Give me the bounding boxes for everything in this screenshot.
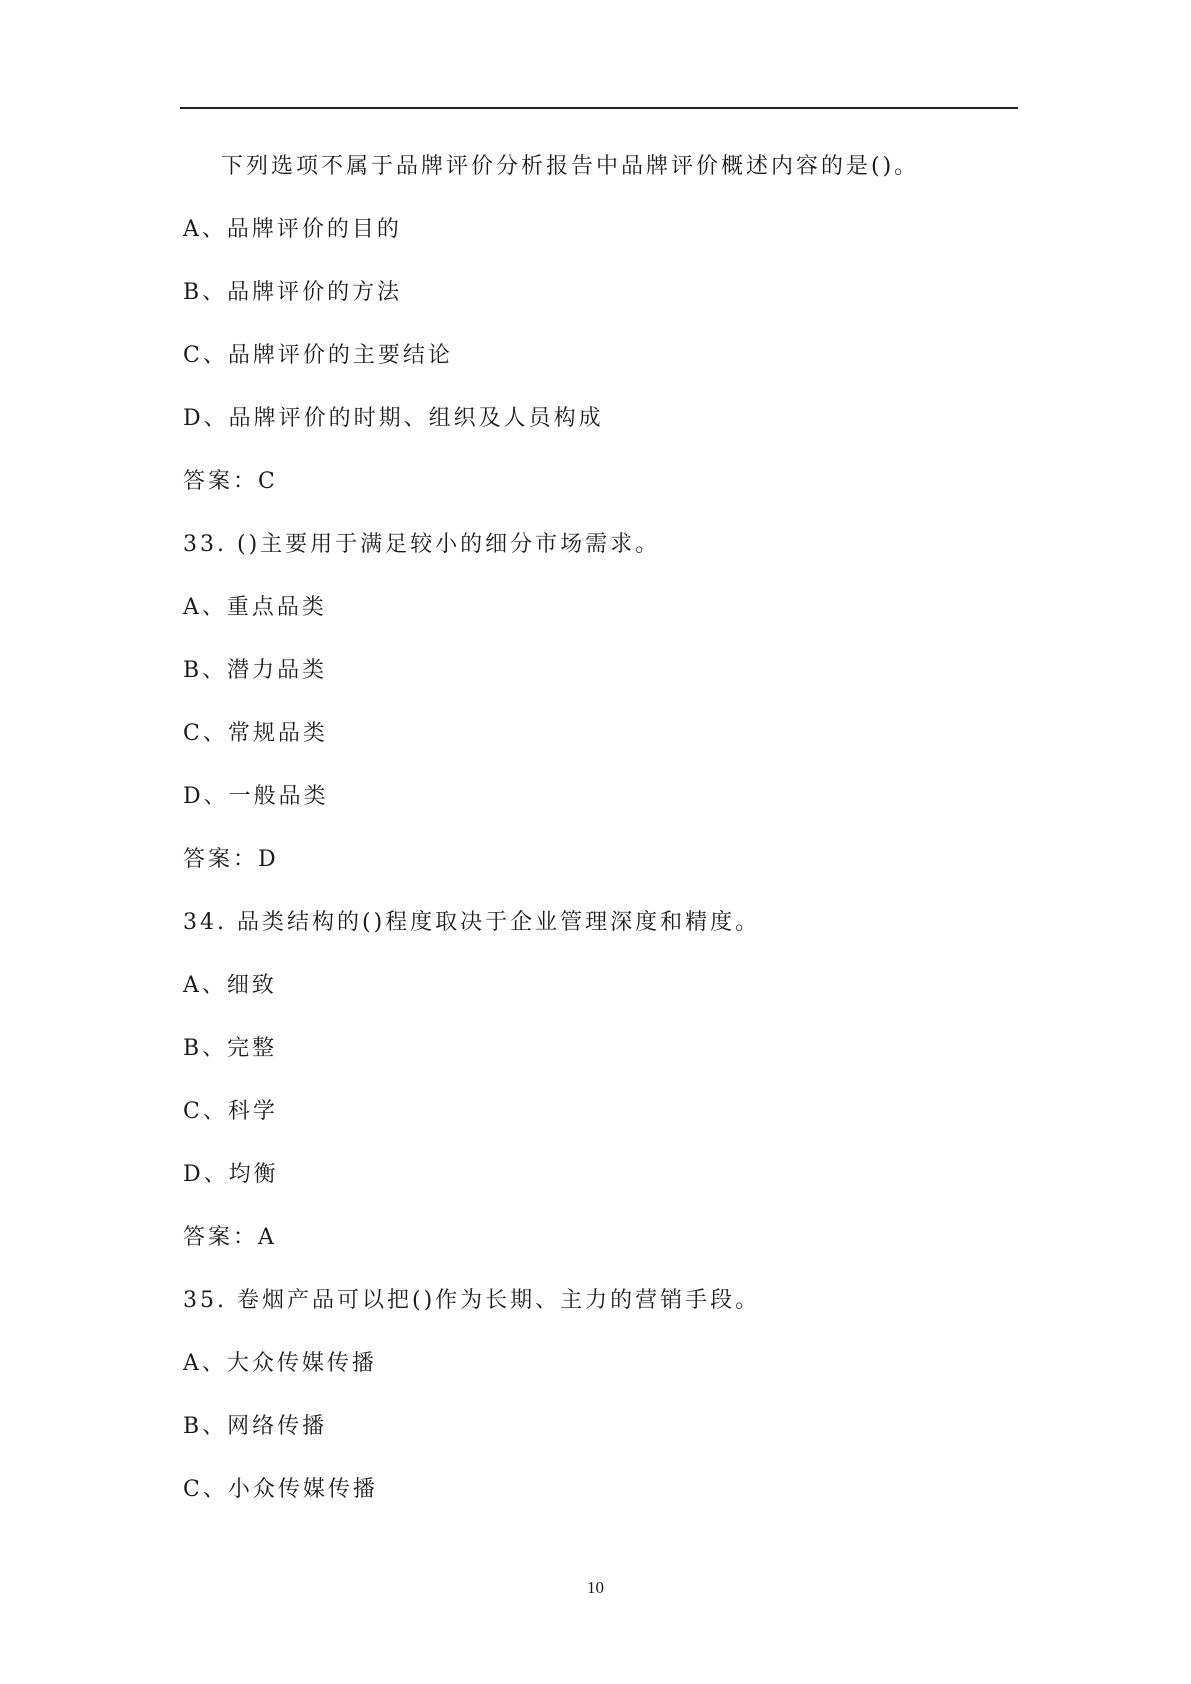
question-35: 35. 卷烟产品可以把()作为长期、主力的营销手段。	[183, 1288, 761, 1313]
option-b-33: B、潜力品类	[183, 658, 328, 683]
answer-33: 答案：D	[183, 847, 279, 872]
option-b-35: B、网络传播	[183, 1414, 328, 1439]
question-33: 33. ()主要用于满足较小的细分市场需求。	[183, 532, 661, 557]
option-d-33: D、一般品类	[183, 784, 329, 809]
page-number: 10	[587, 1578, 604, 1597]
header-rule	[180, 107, 1018, 109]
option-c-34: C、科学	[183, 1099, 278, 1124]
option-b-34: B、完整	[183, 1036, 278, 1061]
answer-34: 答案：A	[183, 1225, 277, 1250]
option-b-32: B、品牌评价的方法	[183, 280, 403, 305]
answer-32: 答案：C	[183, 469, 278, 494]
question-stem-32: 下列选项不属于品牌评价分析报告中品牌评价概述内容的是()。	[221, 154, 920, 179]
option-c-33: C、常规品类	[183, 721, 328, 746]
option-d-32: D、品牌评价的时期、组织及人员构成	[183, 406, 604, 431]
option-a-33: A、重点品类	[183, 595, 327, 620]
option-a-34: A、细致	[183, 973, 277, 998]
option-d-34: D、均衡	[183, 1162, 279, 1187]
option-a-32: A、品牌评价的目的	[183, 217, 402, 242]
question-34: 34. 品类结构的()程度取决于企业管理深度和精度。	[183, 910, 761, 935]
option-c-32: C、品牌评价的主要结论	[183, 343, 453, 368]
option-a-35: A、大众传媒传播	[183, 1351, 377, 1376]
option-c-35: C、小众传媒传播	[183, 1477, 378, 1502]
